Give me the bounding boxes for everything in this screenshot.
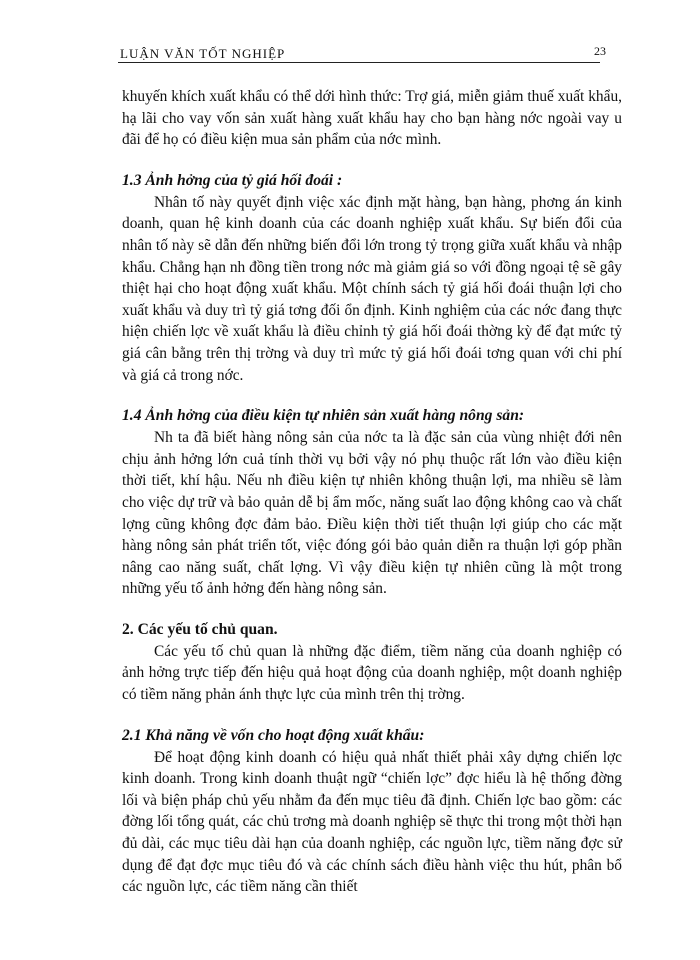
page-number: 23 — [594, 44, 606, 58]
paragraph-capital: Để hoạt động kinh doanh có hiệu quả nhất thiết phải xây dựng chiến lợc kinh doanh. Trong kinh doanh thuật ngữ “chiến lợc” đợc hiểu là hệ thống đờng lối và biện pháp chủ yếu nhằm đa đến mục tiêu đã định. Chiến lợc bao gồm: các đờng lối tổng quát, các chủ trơng mà doanh nghiệp sẽ thực thi trong một thời hạn đủ dài, các mục tiêu dài hạn của doanh nghiệp, các nguồn lực, tiềm năng đợc sử dụng để đạt đợc mục tiêu đó và các chính sách điều hành việc thu hút, phân bổ các nguồn lực, các tiềm năng cần thiết — [122, 748, 622, 896]
page-header — [118, 44, 604, 64]
header-rule — [118, 62, 600, 63]
paragraph-exchange-rate: Nhân tố này quyết định việc xác định mặt hàng, bạn hàng, phơng án kinh doanh, quan hệ kinh doanh của các doanh nghiệp xuất khẩu. Sự biến đổi của nhân tố này sẽ dẫn đến những biến đổi lớn trong tỷ trọng giữa xuất khẩu và nhập khẩu. Chẳng hạn nh đồng tiền trong nớc mà giảm giá so với đồng ngoại tệ sẽ gây thiệt hại cho hoạt động xuất khẩu. Một chính sách tỷ giá hối đoái thuận lợi cho xuất khẩu và duy trì tỷ giá tơng đối ổn định. Kinh nghiệm của các nớc đang thực hiện chiến lợc về xuất khẩu là điều chỉnh tỷ giá hối đoái thờng kỳ để đạt mức tỷ giá cân bằng trên thị trờng và duy trì mức tỷ giá hối đoái tơng quan với chi phí và giá cả trong nớc. — [122, 193, 622, 384]
section-heading-2: 2. Các yếu tố chủ quan. — [122, 620, 278, 638]
section-heading-2-1: 2.1 Khả năng về vốn cho hoạt động xuất khẩu: — [122, 726, 425, 744]
section-heading-1-3: 1.3 Ảnh hởng của tỷ giá hối đoái : — [122, 171, 343, 189]
page-body — [122, 86, 622, 898]
section-heading-1-4: 1.4 Ảnh hởng của điều kiện tự nhiên sản xuất hàng nông sản: — [122, 407, 525, 425]
header-title: LUẬN VĂN TỐT NGHIỆP — [120, 46, 286, 61]
paragraph-subjective-factors: Các yếu tố chủ quan là những đặc điểm, tiềm năng của doanh nghiệp có ảnh hởng trực tiếp đến hiệu quả hoạt động của doanh nghiệp, một doanh nghiệp có tiềm năng phản ánh thực lực của mình trên thị trờng. — [122, 642, 622, 704]
paragraph-natural-conditions: Nh ta đã biết hàng nông sản của nớc ta là đặc sản của vùng nhiệt đới nên chịu ảnh hởng lớn cuả tính thời vụ bởi vậy nó phụ thuộc rất lớn vào điều kiện thời tiết, khí hậu. Nếu nh điều kiện tự nhiên không thuận lợi, ma nhiều sẽ làm cho việc dự trữ và bảo quản dễ bị ẩm mốc, năng suất lao động không cao và chất lợng cũng không đợc đảm bảo. Điều kiện thời tiết thuận lợi giúp cho các mặt hàng nông sản phát triển tốt, việc đóng gói bảo quản diễn ra thuận lợi góp phần nâng cao năng suất, chất lợng. Vì vậy điều kiện tự nhiên cũng là một trong những yếu tố ảnh hởng đến hàng nông sản. — [122, 429, 622, 598]
paragraph-intro: khuyến khích xuất khẩu có thể dới hình thức: Trợ giá, miễn giảm thuế xuất khẩu, hạ lãi cho vay vốn sản xuất hàng xuất khẩu hay cho bạn hàng nớc ngoài vay u đãi để họ có điều kiện mua sản phẩm của nớc mình. — [122, 88, 622, 149]
